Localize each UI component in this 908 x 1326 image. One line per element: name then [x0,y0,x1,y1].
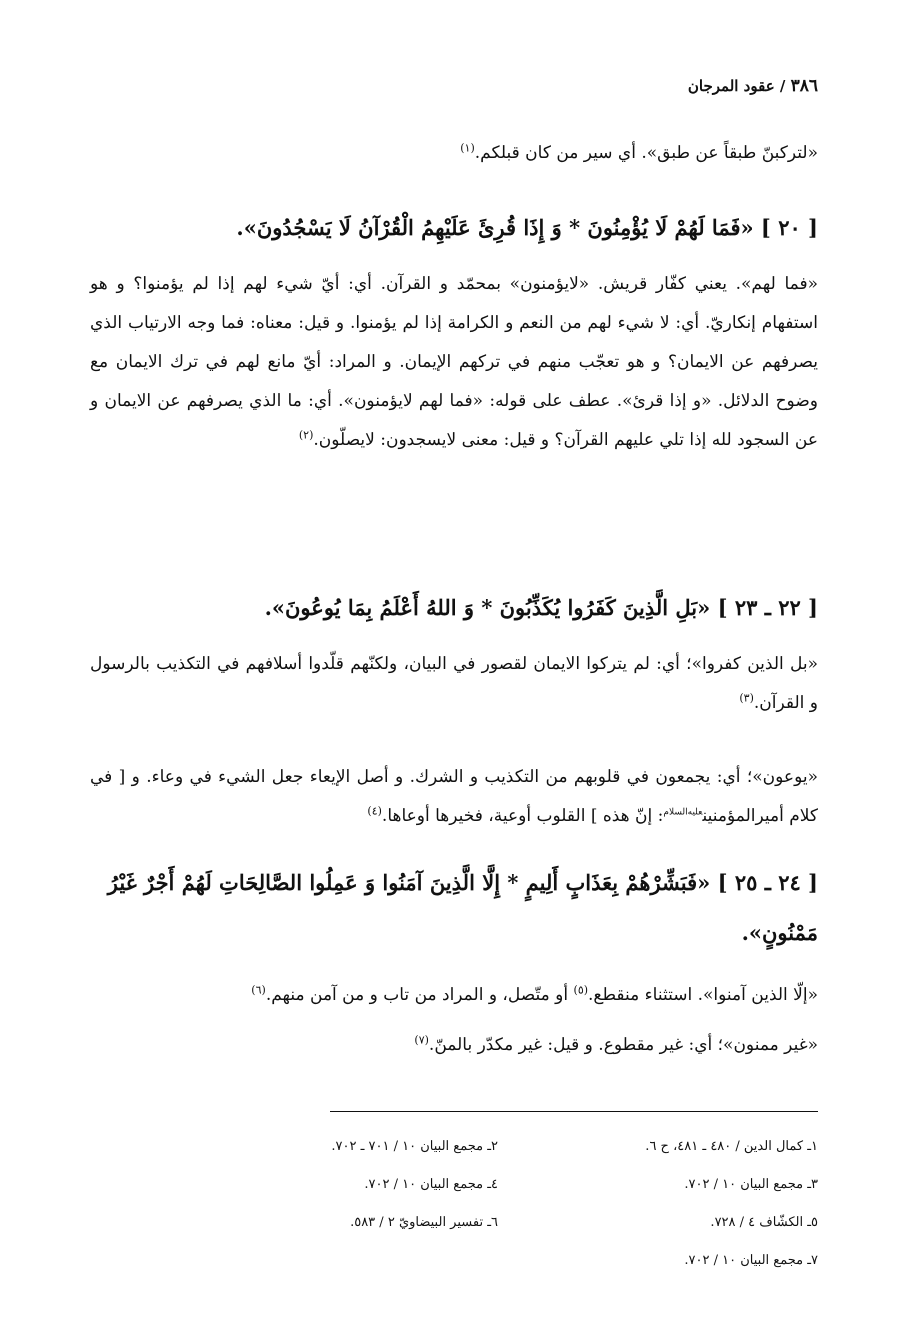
paragraph-text: «غير ممنون»؛ أي: غير مقطوع. و قيل: غير مكدّر بالمنّ. [428,1035,818,1055]
paragraph-text: «يوعون»؛ أي: يجمعون في قلوبهم من التكذيب و الشرك. و أصل الإيعاء جعل الشيء في وعاء. و [ في كلام أميرالمؤمنين [90,767,818,826]
footnote-ref-6: (٦) [251,983,266,997]
footnote-ref-7: (٧) [414,1033,429,1047]
paragraph-5 [90,976,818,1015]
book-page [90,0,818,1326]
footnote-3: ٣ـ مجمع البيان ١٠ / ٧٠٢. [684,1177,818,1192]
footnote-ref-5: (٥) [573,983,589,997]
paragraph-4 [90,758,818,836]
footnote-ref-1: (١) [460,141,475,155]
honorific-glyph: عليه‌السلام [663,807,703,818]
footnote-divider [330,1111,818,1112]
footnote-7: ٧ـ مجمع البيان ١٠ / ٧٠٢. [684,1253,818,1268]
footnote-ref-2: (٢) [298,428,314,442]
paragraph-3 [90,645,818,723]
footnote-4: ٤ـ مجمع البيان ١٠ / ٧٠٢. [364,1177,498,1192]
footnote-1: ١ـ كمال الدين / ٤٨٠ ـ ٤٨١، ح ٦. [645,1139,818,1154]
paragraph-2 [90,265,818,460]
paragraph-text: «إلّا الذين آمنوا». استثناء منقطع. [588,985,818,1005]
running-header [688,76,818,96]
footnote-2: ٢ـ مجمع البيان ١٠ / ٧٠١ ـ ٧٠٢. [331,1139,498,1154]
header-separator: / [779,77,786,95]
verse-24-25: [ ٢٤ ـ ٢٥ ] «فَبَشِّرْهُمْ بِعَذَابٍ أَلِيمٍ * إِلَّا الَّذِينَ آمَنُوا وَ عَمِلُوا الصَّالِحَاتِ لَهُمْ أَجْرٌ غَيْرُ مَمْنُونٍ». [107,870,818,945]
footnotes [90,1134,818,1274]
paragraph-text: أو متّصل، و المراد من تاب و من آمن منهم. [265,985,574,1005]
paragraph-1 [90,134,818,173]
footnote-ref-4: (٤) [367,804,382,818]
paragraph-text: «بل الذين كفروا»؛ أي: لم يتركوا الايمان لقصور في البيان، ولكنّهم قلّدوا أسلافهم في التكذيب بالرسول و القرآن. [90,654,818,713]
verse-20: [ ٢٠ ] «فَمَا لَهُمْ لَا يُؤْمِنُونَ * وَ إِذَا قُرِئَ عَلَيْهِمُ الْقُرْآنُ لَا يَسْجُدُونَ». [236,215,818,240]
footnote-ref-3: (٣) [739,691,754,705]
footnote-6: ٦ـ تفسير البيضاويّ ٢ / ٥٨٣. [350,1215,498,1230]
paragraph-text: «فما لهم». يعني كفّار قريش. «لايؤمنون» بمحمّد و القرآن. أي: أيّ شيء لهم إذا لم يؤمنوا؟ و هو استفهام إنكاريّ. أي: لا شيء لهم من النعم و الكرامة إذا لم يؤمنوا. و قيل: معناه: فما وجه الارتياب الذي يصرفهم عن الايمان؟ و هو تعجّب منهم في تركهم الإيمان. و المراد: أيّ مانع لهم في ترك الايمان مع وضوح الدلائل. «و إذا قرئ». عطف على قوله: «فما لهم لايؤمنون». أي: ما الذي يصرفهم عن الايمان و عن السجود لله إذا تلي عليهم القرآن؟ و قيل: معنى لايسجدون: لايصلّون. [90,274,818,450]
page-number: ٣٨٦ [790,76,818,96]
footnote-5: ٥ـ الكشّاف ٤ / ٧٢٨. [710,1215,818,1230]
verse-22-23: [ ٢٢ ـ ٢٣ ] «بَلِ الَّذِينَ كَفَرُوا يُكَذِّبُونَ * وَ اللهُ أَعْلَمُ بِمَا يُوعُونَ». [264,595,818,620]
book-title: عقود المرجان [687,77,775,95]
paragraph-6 [90,1026,818,1065]
paragraph-text: : إنّ هذه ] القلوب أوعية، فخيرها أوعاها. [381,806,664,826]
paragraph-text: «لتركبنّ طبقاً عن طبق». أي سير من كان قبلكم. [474,143,818,163]
